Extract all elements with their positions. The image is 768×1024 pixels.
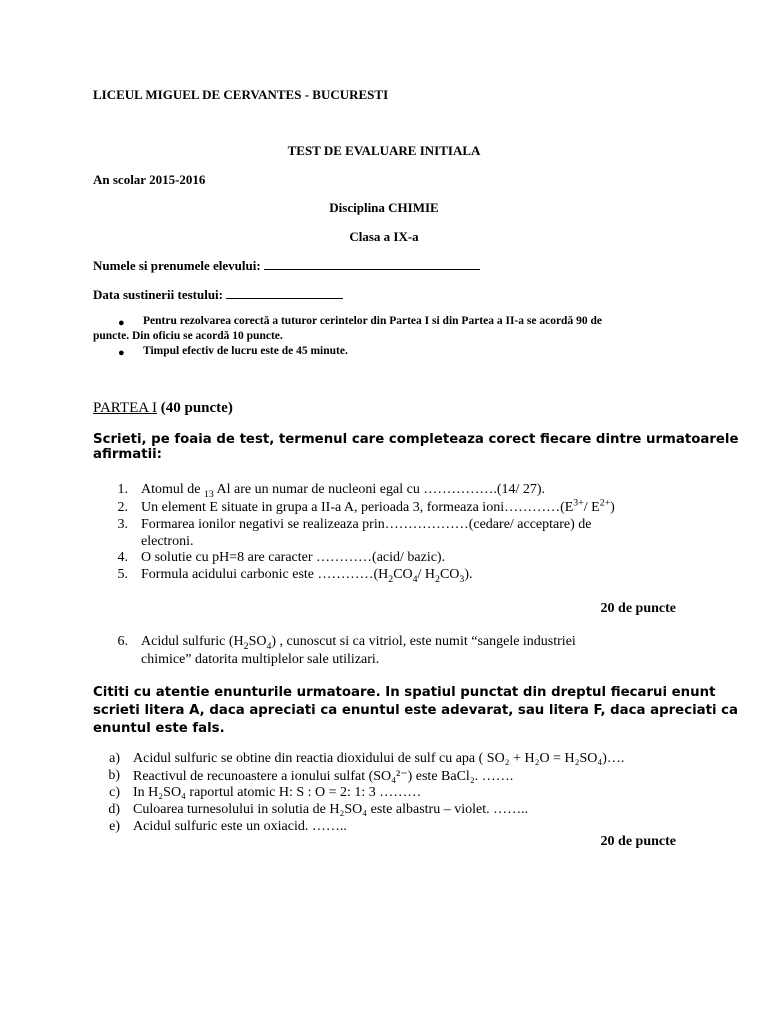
part1-instruction (93, 432, 739, 462)
part1-heading (93, 400, 233, 417)
part2-instruction (93, 684, 738, 738)
test-date-field[interactable] (93, 287, 343, 303)
part1-instruction-line1: Scrieti, pe foaia de test, termenul care completeaza corect fiecare dintre urmatoarele (93, 432, 739, 447)
bullet-icon: ● (118, 317, 125, 329)
discipline: Disciplina CHIMIE (329, 200, 439, 215)
part1-instruction-line2: afirmatii: (93, 447, 163, 462)
part2-instruction-line3: enuntul este fals. (93, 721, 225, 736)
test-date-line[interactable] (226, 297, 343, 299)
instruction-1: Pentru rezolvarea corectă a tuturor cerintelor din Partea I si din Partea a II-a se acordă 90 de (143, 315, 602, 327)
part1-title: PARTEA I (93, 400, 157, 416)
score-label: 20 de puncte (600, 601, 676, 616)
test-title: TEST DE EVALUARE INITIALA (287, 143, 481, 158)
part2-instruction-line1: Cititi cu atentie enunturile urmatoare. In spatiul punctat din dreptul fiecarui enunt (93, 685, 716, 700)
student-name-field[interactable] (93, 258, 480, 274)
part2-instruction-line2: scrieti litera A, daca apreciati ca enuntul este adevarat, sau litera F, daca apreciati ca (93, 703, 739, 718)
test-date-label: Data sustinerii testului: (93, 287, 223, 302)
school-name: LICEUL MIGUEL DE CERVANTES - BUCURESTI (93, 87, 389, 102)
part1-points: (40 puncte) (160, 400, 233, 416)
grade: Clasa a IX-a (349, 229, 419, 244)
student-name-line[interactable] (264, 268, 480, 270)
school-year: An scolar 2015-2016 (93, 172, 206, 187)
instruction-2: Timpul efectiv de lucru este de 45 minute. (143, 345, 348, 357)
instruction-1-cont: puncte. Din oficiu se acordă 10 puncte. (93, 330, 283, 342)
student-name-label: Numele si prenumele elevului: (93, 258, 261, 273)
score-label: 20 de puncte (600, 834, 676, 849)
bullet-icon: ● (118, 347, 125, 359)
